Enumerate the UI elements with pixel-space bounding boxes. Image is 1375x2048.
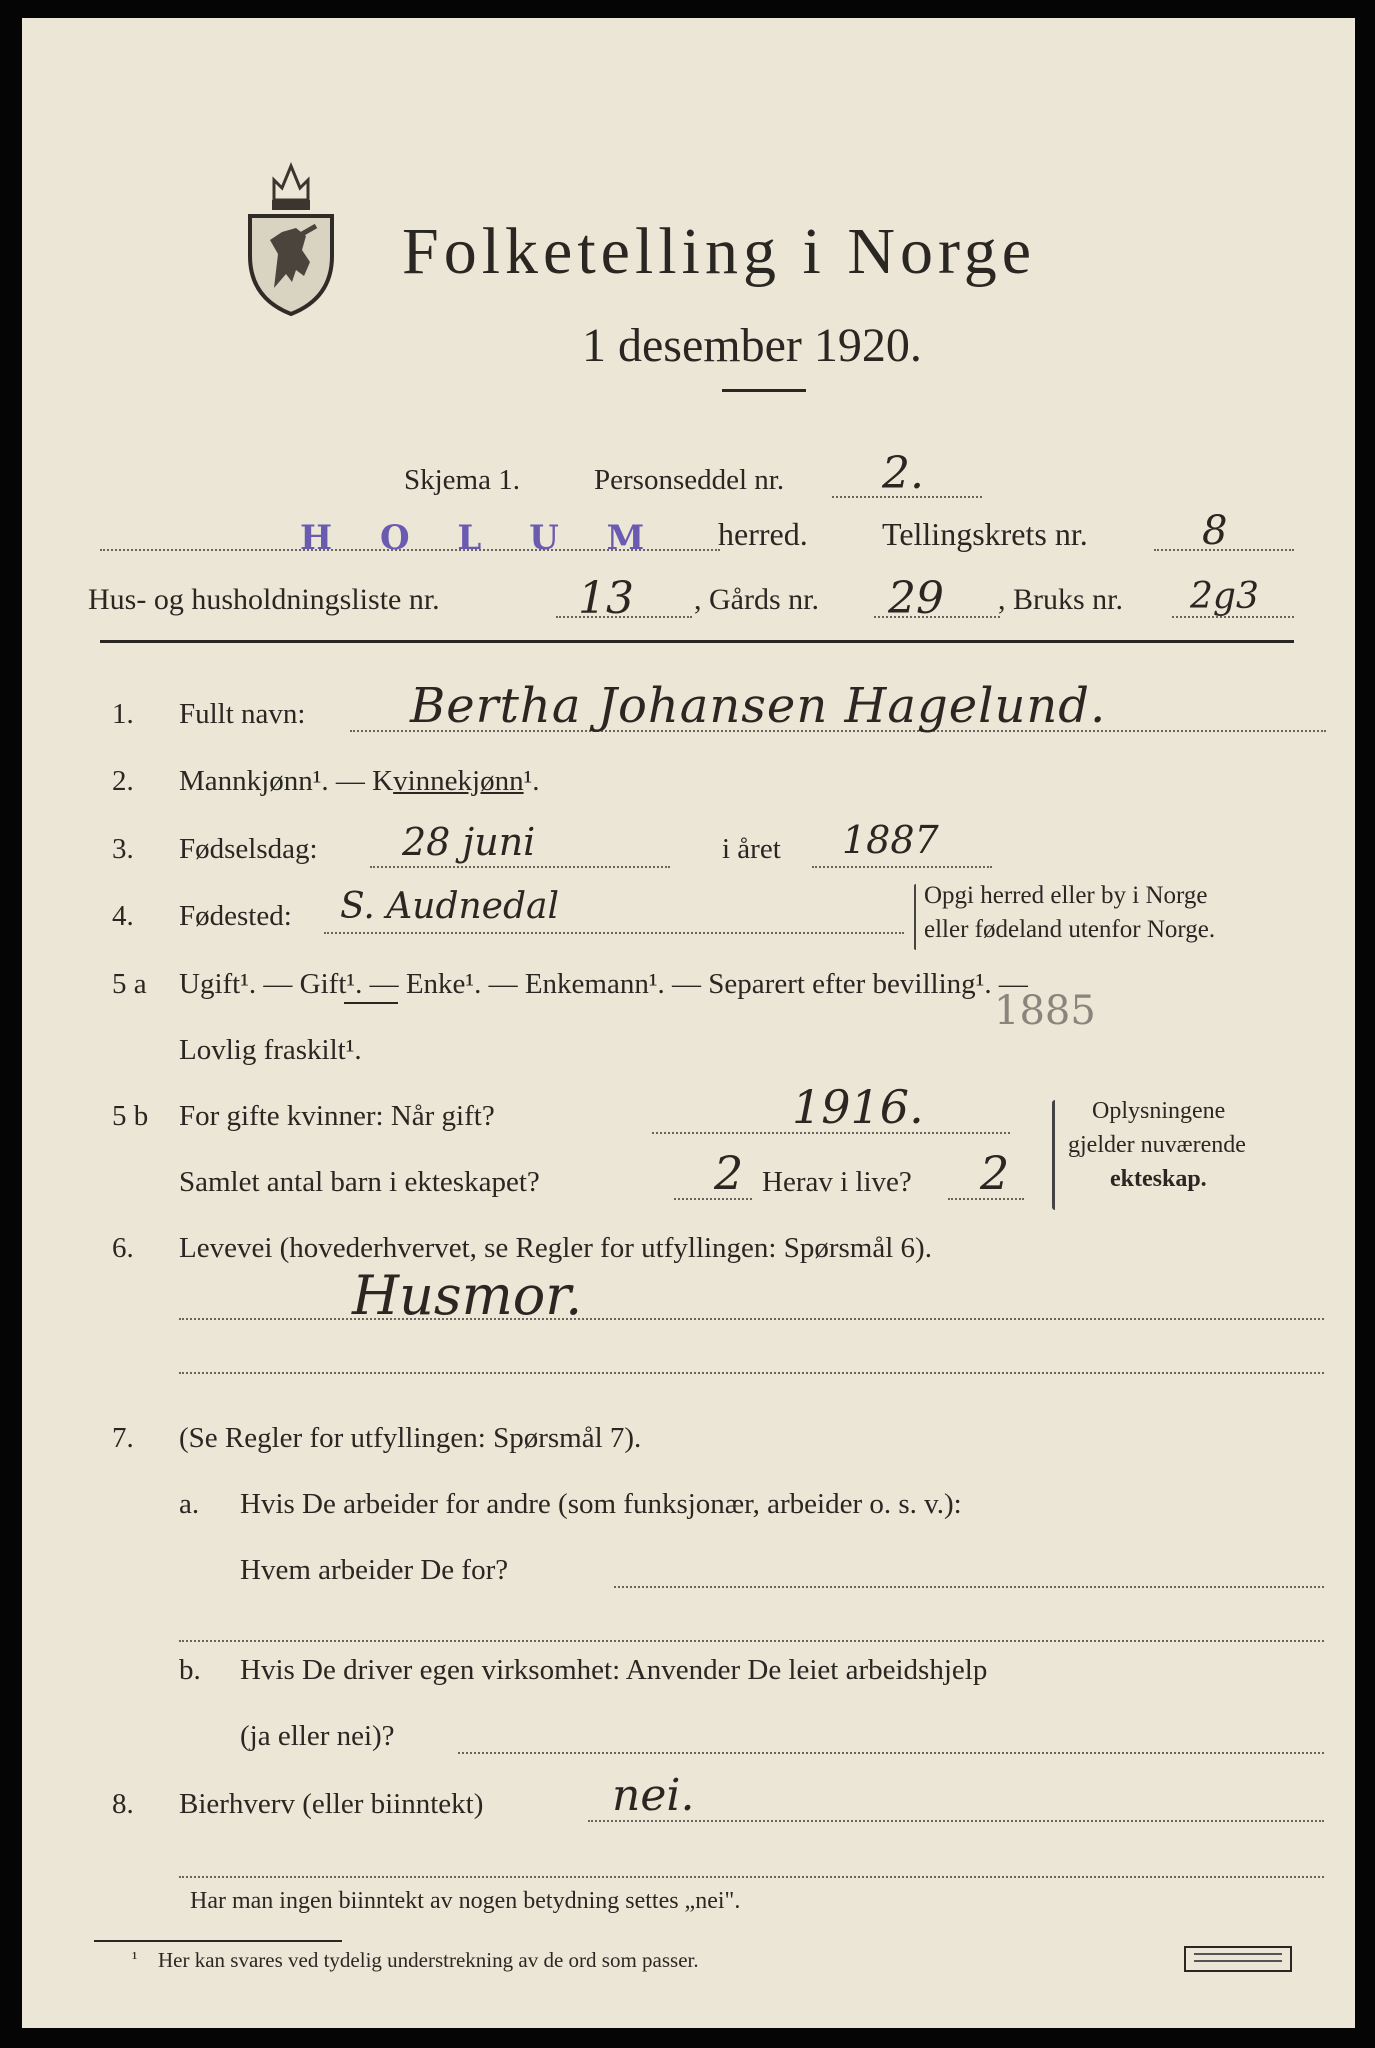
q5a-line-2: Lovlig fraskilt¹. <box>179 1034 362 1066</box>
q2-label: Mannkjønn¹. — Kvinnekjønn¹. <box>179 765 540 797</box>
q4-birthplace: S. Audnedal <box>340 886 560 927</box>
q5a-number: 5 a <box>112 968 147 1000</box>
q7-number: 7. <box>112 1422 134 1454</box>
q5a-gift-underline <box>344 1002 398 1004</box>
q3-birthday: 28 juni <box>402 820 536 864</box>
q4-note-1: Opgi herred eller by i Norge <box>924 882 1208 909</box>
q1-full-name: Bertha Johansen Hagelund. <box>410 678 1107 734</box>
bruks-label: , Bruks nr. <box>998 583 1124 616</box>
q3-label: Fødselsdag: <box>179 833 318 865</box>
q2-underlined-choice: vinnekjønn <box>393 765 524 797</box>
q5b-note-3: ekteskap. <box>1110 1166 1207 1192</box>
header-divider <box>100 640 1294 643</box>
q7a-letter: a. <box>179 1488 200 1520</box>
q4-label: Fødested: <box>179 900 292 932</box>
q7b-line-2: (ja eller nei)? <box>240 1720 395 1752</box>
q5b-note-2: gjelder nuværende <box>1068 1132 1246 1158</box>
q6-occupation: Husmor. <box>352 1264 583 1327</box>
q1-number: 1. <box>112 698 134 730</box>
q7-label: (Se Regler for utfyllingen: Spørsmål 7). <box>179 1422 642 1454</box>
q3-number: 3. <box>112 833 134 865</box>
tellingskrets-value: 8 <box>1202 508 1228 554</box>
gards-value: 29 <box>888 573 944 624</box>
footnote-text: Her kan svares ved tydelig understrekning av de ord som passer. <box>158 1948 699 1972</box>
herred-label: herred. <box>718 516 808 552</box>
q6-label: Levevei (hovederhvervet, se Regler for utfyllingen: Spørsmål 6). <box>179 1232 932 1264</box>
q4-note-2: eller fødeland utenfor Norge. <box>924 916 1216 943</box>
q5b-number: 5 b <box>112 1100 149 1132</box>
gards-label: , Gårds nr. <box>694 583 819 616</box>
q5b-alive: 2 <box>980 1146 1010 1200</box>
census-form <box>22 18 1355 2028</box>
q7b-line-1: Hvis De driver egen virksomhet: Anvender De leiet arbeidshjelp <box>240 1654 988 1686</box>
coat-of-arms-icon <box>244 158 338 318</box>
form-title: Folketelling i Norge <box>402 215 1037 288</box>
q5a-line-1: Ugift¹. — Gift¹. — Enke¹. — Enkemann¹. — Separert efter bevilling¹. — <box>179 968 1028 1000</box>
q5b-children: 2 <box>714 1146 744 1200</box>
title-rule <box>722 389 806 392</box>
footer-note: Har man ingen biinntekt av nogen betydning settes „nei". <box>190 1888 741 1914</box>
tellingskrets-label: Tellingskrets nr. <box>882 516 1088 552</box>
q6-number: 6. <box>112 1232 134 1264</box>
q7a-line-2: Hvem arbeider De for? <box>240 1554 509 1586</box>
hus-label: Hus- og husholdningsliste nr. <box>88 583 440 616</box>
form-date: 1 desember 1920. <box>582 319 922 372</box>
q5a-margin-note: 1885 <box>994 988 1096 1034</box>
footnote-rule <box>94 1940 342 1942</box>
q8-number: 8. <box>112 1788 134 1820</box>
q8-side-income: nei. <box>612 1770 695 1821</box>
q7b-letter: b. <box>179 1654 201 1686</box>
personseddel-label: Personseddel nr. <box>594 464 785 496</box>
hus-value: 13 <box>578 573 634 624</box>
q8-label: Bierhverv (eller biinntekt) <box>179 1788 484 1820</box>
printer-mark <box>1184 1946 1292 1972</box>
q7a-line-1: Hvis De arbeider for andre (som funksjonær, arbeider o. s. v.): <box>240 1488 962 1520</box>
q5b-note-1: Oplysningene <box>1092 1098 1226 1124</box>
q1-label: Fullt navn: <box>179 698 306 730</box>
q5b-married-year: 1916. <box>792 1080 924 1134</box>
q4-number: 4. <box>112 900 134 932</box>
q2-number: 2. <box>112 765 134 797</box>
q3-year: 1887 <box>842 818 939 862</box>
q5b-label: For gifte kvinner: Når gift? <box>179 1100 495 1132</box>
personseddel-value: 2. <box>882 448 924 499</box>
q3-year-label: i året <box>722 833 781 865</box>
q5b-alive-label: Herav i live? <box>762 1166 912 1198</box>
skjema-label: Skjema 1. <box>404 464 520 496</box>
q5b-children-label: Samlet antal barn i ekteskapet? <box>179 1166 540 1198</box>
herred-stamp: H O L U M <box>300 518 663 558</box>
bruks-value: 2g3 <box>1190 576 1259 617</box>
footnote-mark: ¹ <box>132 1948 138 1968</box>
